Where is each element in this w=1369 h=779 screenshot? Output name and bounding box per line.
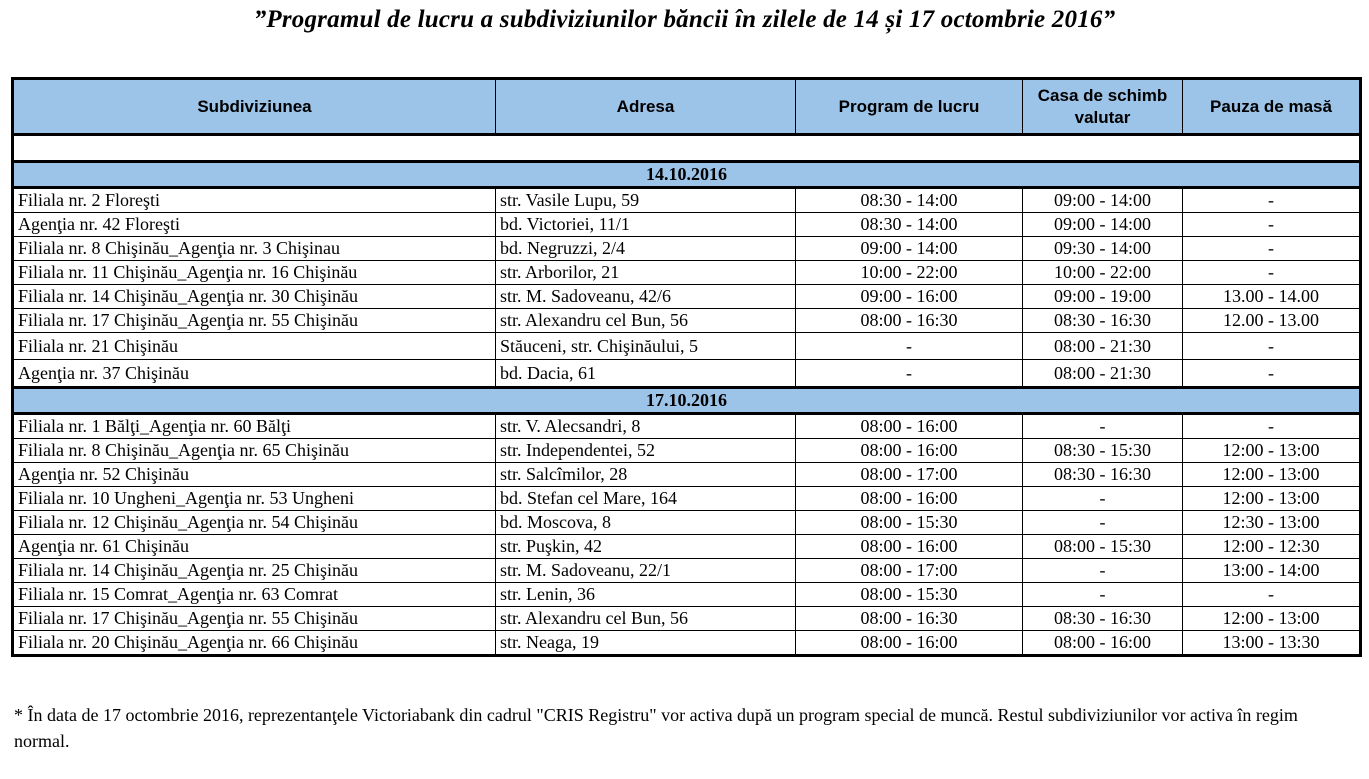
- subdiviziunea-cell: Filiala nr. 17 Chişinău_Agenţia nr. 55 Chişinău: [13, 607, 496, 631]
- table-row: [13, 583, 1361, 607]
- program-cell: 09:00 - 16:00: [796, 285, 1023, 309]
- casa-de-schimb-cell: -: [1023, 511, 1183, 535]
- adresa-cell: str. Lenin, 36: [496, 583, 796, 607]
- subdiviziunea-cell: Filiala nr. 1 Bălţi_Agenţia nr. 60 Bălţi: [13, 414, 496, 439]
- table-row: [13, 535, 1361, 559]
- pauza-cell: 12:00 - 12:30: [1183, 535, 1361, 559]
- casa-de-schimb-cell: 08:30 - 15:30: [1023, 439, 1183, 463]
- header-casa-de-schimb: Casa de schimb valutar: [1023, 79, 1183, 135]
- table-row: [13, 309, 1361, 333]
- subdiviziunea-cell: Filiala nr. 20 Chişinău_Agenţia nr. 66 Chişinău: [13, 631, 496, 656]
- adresa-cell: str. Alexandru cel Bun, 56: [496, 607, 796, 631]
- pauza-cell: 12:00 - 13:00: [1183, 463, 1361, 487]
- table-row: [13, 463, 1361, 487]
- subdiviziunea-cell: Filiala nr. 21 Chişinău: [13, 333, 496, 360]
- adresa-cell: str. V. Alecsandri, 8: [496, 414, 796, 439]
- pauza-cell: -: [1183, 333, 1361, 360]
- table-row: [13, 414, 1361, 439]
- casa-de-schimb-cell: -: [1023, 414, 1183, 439]
- program-cell: 08:00 - 16:00: [796, 535, 1023, 559]
- casa-de-schimb-cell: -: [1023, 559, 1183, 583]
- adresa-cell: str. Alexandru cel Bun, 56: [496, 309, 796, 333]
- program-cell: -: [796, 360, 1023, 388]
- casa-de-schimb-cell: 09:00 - 14:00: [1023, 188, 1183, 213]
- adresa-cell: str. M. Sadoveanu, 42/6: [496, 285, 796, 309]
- pauza-cell: -: [1183, 360, 1361, 388]
- program-cell: 08:00 - 16:30: [796, 309, 1023, 333]
- program-cell: 08:00 - 16:00: [796, 487, 1023, 511]
- pauza-cell: -: [1183, 188, 1361, 213]
- adresa-cell: str. Vasile Lupu, 59: [496, 188, 796, 213]
- adresa-cell: str. M. Sadoveanu, 22/1: [496, 559, 796, 583]
- header-subdiviziunea: Subdiviziunea: [13, 79, 496, 135]
- program-cell: 08:00 - 16:30: [796, 607, 1023, 631]
- schedule-table: [11, 77, 1362, 657]
- casa-de-schimb-cell: 08:00 - 21:30: [1023, 333, 1183, 360]
- casa-de-schimb-cell: 08:30 - 16:30: [1023, 309, 1183, 333]
- subdiviziunea-cell: Filiala nr. 2 Floreşti: [13, 188, 496, 213]
- program-cell: 08:30 - 14:00: [796, 213, 1023, 237]
- program-cell: 08:00 - 17:00: [796, 559, 1023, 583]
- subdiviziunea-cell: Agenţia nr. 42 Floreşti: [13, 213, 496, 237]
- program-cell: 08:00 - 16:00: [796, 631, 1023, 656]
- casa-de-schimb-cell: 08:30 - 16:30: [1023, 607, 1183, 631]
- program-cell: 08:00 - 15:30: [796, 511, 1023, 535]
- subdiviziunea-cell: Filiala nr. 11 Chişinău_Agenţia nr. 16 Chişinău: [13, 261, 496, 285]
- pauza-cell: -: [1183, 583, 1361, 607]
- header-pauza-de-masa: Pauza de masă: [1183, 79, 1361, 135]
- program-cell: 08:00 - 16:00: [796, 439, 1023, 463]
- subdiviziunea-cell: Filiala nr. 12 Chişinău_Agenţia nr. 54 Chişinău: [13, 511, 496, 535]
- table-header-row: [13, 79, 1361, 135]
- subdiviziunea-cell: Filiala nr. 10 Ungheni_Agenţia nr. 53 Ungheni: [13, 487, 496, 511]
- adresa-cell: bd. Negruzzi, 2/4: [496, 237, 796, 261]
- casa-de-schimb-cell: 08:00 - 15:30: [1023, 535, 1183, 559]
- table-row: [13, 511, 1361, 535]
- pauza-cell: 12:00 - 13:00: [1183, 487, 1361, 511]
- casa-de-schimb-cell: 09:30 - 14:00: [1023, 237, 1183, 261]
- table-body: [13, 135, 1361, 656]
- table-row: [13, 285, 1361, 309]
- pauza-cell: 12:00 - 13:00: [1183, 607, 1361, 631]
- pauza-cell: -: [1183, 237, 1361, 261]
- subdiviziunea-cell: Agenţia nr. 52 Chişinău: [13, 463, 496, 487]
- subdiviziunea-cell: Agenţia nr. 37 Chişinău: [13, 360, 496, 388]
- pauza-cell: 12:00 - 13:00: [1183, 439, 1361, 463]
- program-cell: 08:00 - 16:00: [796, 414, 1023, 439]
- adresa-cell: str. Neaga, 19: [496, 631, 796, 656]
- table-row: [13, 188, 1361, 213]
- adresa-cell: bd. Victoriei, 11/1: [496, 213, 796, 237]
- header-adresa: Adresa: [496, 79, 796, 135]
- subdiviziunea-cell: Filiala nr. 8 Chişinău_Agenţia nr. 3 Chişinau: [13, 237, 496, 261]
- program-cell: 09:00 - 14:00: [796, 237, 1023, 261]
- pauza-cell: 12:30 - 13:00: [1183, 511, 1361, 535]
- adresa-cell: Stăuceni, str. Chişinăului, 5: [496, 333, 796, 360]
- program-cell: -: [796, 333, 1023, 360]
- table-row: [13, 439, 1361, 463]
- subdiviziunea-cell: Filiala nr. 17 Chişinău_Agenţia nr. 55 Chişinău: [13, 309, 496, 333]
- adresa-cell: bd. Stefan cel Mare, 164: [496, 487, 796, 511]
- blank-row: [13, 135, 1361, 162]
- adresa-cell: bd. Dacia, 61: [496, 360, 796, 388]
- table-row: [13, 360, 1361, 388]
- table-row: [13, 487, 1361, 511]
- date-section-row: [13, 162, 1361, 188]
- subdiviziunea-cell: Filiala nr. 14 Chişinău_Agenţia nr. 30 Chişinău: [13, 285, 496, 309]
- date-section-row: [13, 388, 1361, 414]
- adresa-cell: bd. Moscova, 8: [496, 511, 796, 535]
- casa-de-schimb-cell: -: [1023, 583, 1183, 607]
- casa-de-schimb-cell: 08:00 - 16:00: [1023, 631, 1183, 656]
- header-program-de-lucru: Program de lucru: [796, 79, 1023, 135]
- table-row: [13, 607, 1361, 631]
- adresa-cell: str. Salcîmilor, 28: [496, 463, 796, 487]
- section-date: 14.10.2016: [13, 162, 1361, 188]
- program-cell: 08:00 - 15:30: [796, 583, 1023, 607]
- table-row: [13, 261, 1361, 285]
- table-row: [13, 237, 1361, 261]
- pauza-cell: -: [1183, 261, 1361, 285]
- pauza-cell: 12.00 - 13.00: [1183, 309, 1361, 333]
- subdiviziunea-cell: Agenţia nr. 61 Chişinău: [13, 535, 496, 559]
- pauza-cell: -: [1183, 213, 1361, 237]
- footnote: * În data de 17 octombrie 2016, reprezentanţele Victoriabank din cadrul "CRIS Registru" vor activa după un program special de muncă. Restul subdiviziunilor vor activa în regim normal.: [14, 705, 1298, 751]
- subdiviziunea-cell: Filiala nr. 8 Chişinău_Agenţia nr. 65 Chişinău: [13, 439, 496, 463]
- table-row: [13, 333, 1361, 360]
- section-date: 17.10.2016: [13, 388, 1361, 414]
- pauza-cell: -: [1183, 414, 1361, 439]
- adresa-cell: str. Arborilor, 21: [496, 261, 796, 285]
- program-cell: 08:00 - 17:00: [796, 463, 1023, 487]
- table-row: [13, 559, 1361, 583]
- table-row: [13, 631, 1361, 656]
- program-cell: 10:00 - 22:00: [796, 261, 1023, 285]
- program-cell: 08:30 - 14:00: [796, 188, 1023, 213]
- casa-de-schimb-cell: -: [1023, 487, 1183, 511]
- adresa-cell: str. Independentei, 52: [496, 439, 796, 463]
- casa-de-schimb-cell: 08:30 - 16:30: [1023, 463, 1183, 487]
- pauza-cell: 13:00 - 13:30: [1183, 631, 1361, 656]
- casa-de-schimb-cell: 10:00 - 22:00: [1023, 261, 1183, 285]
- pauza-cell: 13:00 - 14:00: [1183, 559, 1361, 583]
- casa-de-schimb-cell: 09:00 - 19:00: [1023, 285, 1183, 309]
- table-row: [13, 213, 1361, 237]
- subdiviziunea-cell: Filiala nr. 15 Comrat_Agenţia nr. 63 Comrat: [13, 583, 496, 607]
- pauza-cell: 13.00 - 14.00: [1183, 285, 1361, 309]
- subdiviziunea-cell: Filiala nr. 14 Chişinău_Agenţia nr. 25 Chişinău: [13, 559, 496, 583]
- adresa-cell: str. Puşkin, 42: [496, 535, 796, 559]
- casa-de-schimb-cell: 09:00 - 14:00: [1023, 213, 1183, 237]
- casa-de-schimb-cell: 08:00 - 21:30: [1023, 360, 1183, 388]
- page-title: ”Programul de lucru a subdiviziunilor băncii în zilele de 14 și 17 octombrie 2016”: [253, 6, 1116, 33]
